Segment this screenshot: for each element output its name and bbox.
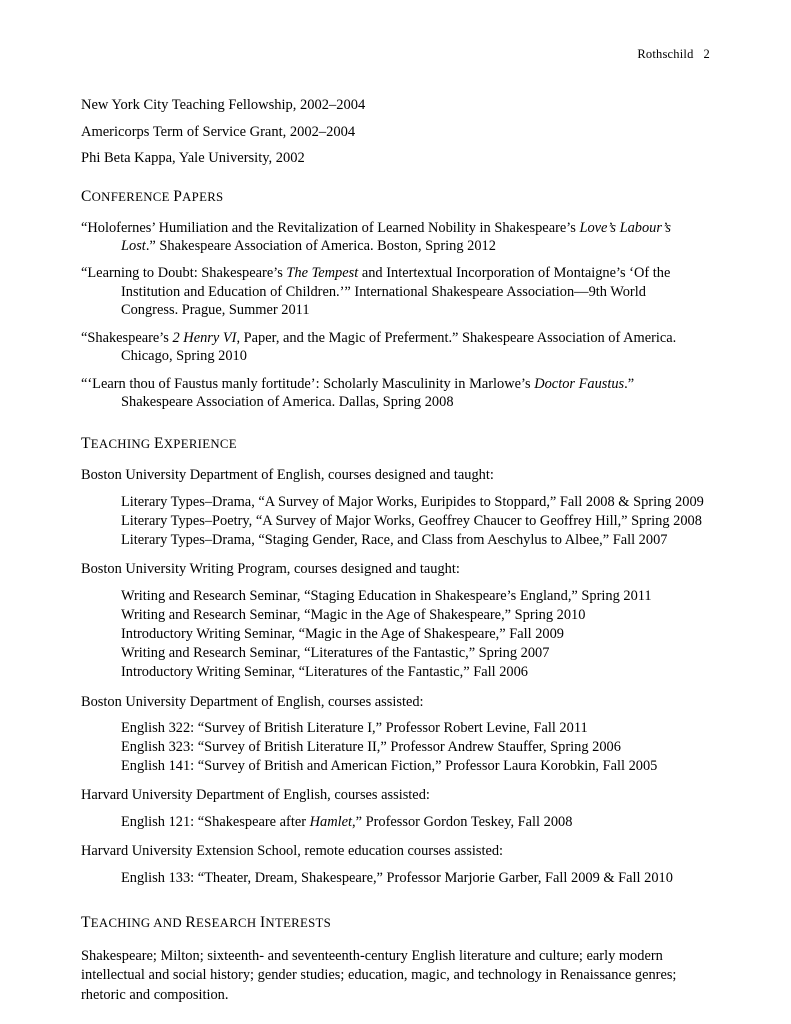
award-item: New York City Teaching Fellowship, 2002–2004	[81, 97, 366, 113]
conference-paper-entry	[81, 219, 706, 256]
course-item: English 141: “Survey of British and American Fiction,” Professor Laura Korobkin, Fall 2005	[121, 758, 658, 775]
page-header	[637, 47, 710, 62]
heading-initial: T	[81, 913, 91, 931]
course-list	[81, 813, 706, 832]
entry-title-italic: The Tempest	[286, 265, 359, 282]
teaching-block-heading: Boston University Writing Program, courses designed and taught:	[81, 561, 460, 578]
course-item: Writing and Research Seminar, “Staging Education in Shakespeare’s England,” Spring 2011	[121, 587, 652, 604]
section-heading-teaching-research-interests	[81, 914, 706, 932]
interests-line: Shakespeare; Milton; sixteenth- and seventeenth-century English literature and culture; early modern	[81, 947, 663, 964]
entry-text: “Learning to Doubt: Shakespeare’s	[81, 265, 287, 282]
heading-text: APERS	[182, 189, 224, 204]
course-item: English 322: “Survey of British Literature I,” Professor Robert Levine, Fall 2011	[121, 720, 588, 736]
entry-text: Institution and Education of Children.’” International Shakespeare Association—9th World	[121, 283, 646, 300]
entry-title-italic: Love’s Labour’s	[579, 219, 672, 236]
entry-text: “Holofernes’ Humiliation and the Revitalization of Learned Nobility in Shakespeare’s	[81, 219, 580, 236]
teaching-block-heading: Harvard University Extension School, remote education courses assisted:	[81, 843, 504, 860]
heading-text: EACHING	[90, 437, 154, 452]
heading-initial: T	[81, 435, 91, 453]
conference-paper-entry	[81, 375, 706, 412]
entry-text: “‘Learn thou of Faustus manly fortitude’: Scholarly Masculinity in Marlowe’s	[81, 375, 535, 392]
heading-text: NTERESTS	[265, 915, 332, 930]
award-item: Phi Beta Kappa, Yale University, 2002	[81, 150, 305, 166]
entry-text: , Paper, and the Magic of Preferment.” Shakespeare Association of America.	[236, 329, 677, 346]
entry-title-italic: 2 Henry VI	[172, 329, 237, 346]
course-item: English 323: “Survey of British Literature II,” Professor Andrew Stauffer, Spring 2006	[121, 739, 621, 756]
award-item: Americorps Term of Service Grant, 2002–2004	[81, 123, 356, 140]
course-text: English 121: “Shakespeare after	[121, 813, 310, 830]
section-heading-conference-papers	[81, 188, 706, 206]
entry-text: Chicago, Spring 2010	[121, 348, 247, 365]
course-item: English 133: “Theater, Dream, Shakespeare,” Professor Marjorie Garber, Fall 2009 & Fall 2010	[121, 869, 673, 886]
course-title-italic: Hamlet	[309, 813, 352, 830]
section-heading-teaching-experience	[81, 435, 706, 453]
course-item: Writing and Research Seminar, “Literatures of the Fantastic,” Spring 2007	[121, 645, 550, 662]
entry-text: .” Shakespeare Association of America. Boston, Spring 2012	[145, 237, 496, 254]
heading-text: EACHING AND	[90, 915, 186, 930]
course-item	[121, 813, 706, 832]
entry-text: and Intertextual Incorporation of Montaigne’s ‘Of the	[358, 265, 671, 282]
document-body	[81, 98, 706, 1005]
interests-paragraph	[81, 947, 706, 1005]
course-text: ,” Professor Gordon Teskey, Fall 2008	[352, 813, 573, 830]
entry-text: Shakespeare Association of America. Dallas, Spring 2008	[121, 394, 454, 410]
course-item: Literary Types–Drama, “Staging Gender, Race, and Class from Aeschylus to Albee,” Fall 2007	[121, 532, 668, 549]
course-list	[81, 869, 706, 888]
course-item: Introductory Writing Seminar, “Magic in the Age of Shakespeare,” Fall 2009	[121, 626, 564, 643]
conference-paper-entry	[81, 329, 706, 366]
heading-initial: P	[173, 187, 183, 205]
course-item: Introductory Writing Seminar, “Literatures of the Fantastic,” Fall 2006	[121, 664, 529, 681]
course-item: Literary Types–Drama, “A Survey of Major Works, Euripides to Stoppard,” Fall 2008 & Spring 2009	[121, 493, 704, 510]
entry-title-italic: Doctor Faustus	[534, 375, 625, 392]
heading-text: ONFERENCE	[91, 189, 174, 204]
teaching-block-heading: Boston University Department of English, courses assisted:	[81, 693, 424, 710]
teaching-block-heading: Harvard University Department of English, courses assisted:	[81, 787, 430, 804]
heading-text: XPERIENCE	[163, 437, 237, 452]
heading-initial: I	[259, 913, 266, 931]
header-author: Rothschild	[637, 47, 694, 61]
course-item: Writing and Research Seminar, “Magic in the Age of Shakespeare,” Spring 2010	[121, 606, 586, 623]
course-list	[81, 493, 706, 550]
course-list	[81, 719, 706, 776]
interests-line: rhetoric and composition.	[81, 986, 229, 1003]
entry-title-italic: Lost	[121, 237, 146, 254]
heading-initial: R	[185, 913, 197, 931]
entry-text: .”	[624, 375, 635, 392]
course-item: Literary Types–Poetry, “A Survey of Major Works, Geoffrey Chaucer to Geoffrey Hill,” Spring 2008	[121, 513, 702, 530]
course-list	[81, 587, 706, 683]
heading-text: ESEARCH	[196, 915, 260, 930]
entry-text: Congress. Prague, Summer 2011	[121, 302, 310, 319]
teaching-block-heading: Boston University Department of English, courses designed and taught:	[81, 467, 494, 484]
heading-initial: C	[81, 187, 92, 205]
interests-line: intellectual and social history; gender studies; education, magic, and technology in Renaissance genres;	[81, 967, 677, 984]
heading-initial: E	[153, 435, 164, 453]
conference-paper-entry	[81, 264, 706, 319]
header-page-number: 2	[703, 47, 710, 61]
entry-text: “Shakespeare’s	[81, 329, 173, 346]
